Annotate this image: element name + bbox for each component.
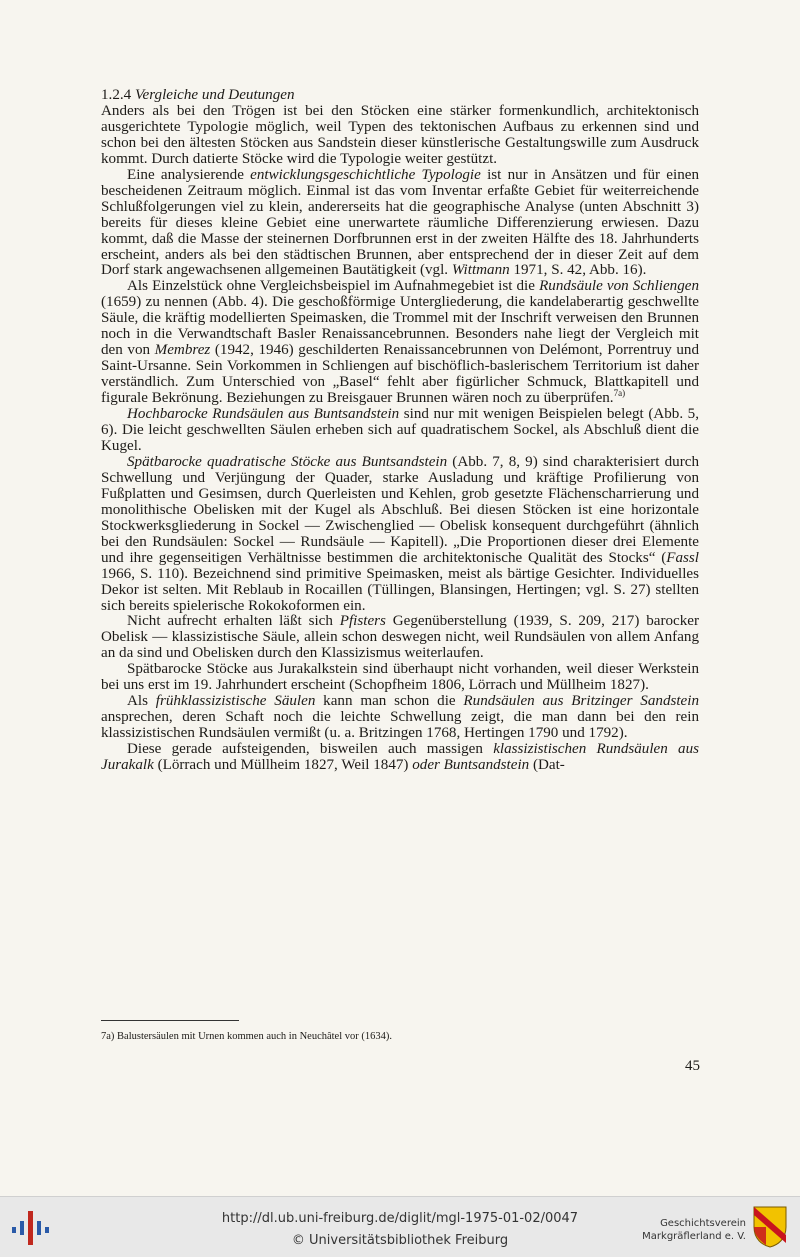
emphasis-text: Membrez [154, 342, 211, 359]
digital-library-logo-icon[interactable] [10, 1203, 54, 1251]
text-run: Als [127, 693, 156, 710]
text-run: 1971, S. 42, Abb. 16). [509, 262, 647, 279]
text-run: Nicht aufrecht erhalten läßt sich [127, 613, 340, 630]
paragraph [101, 455, 699, 615]
text-run: (1942, 1946) geschilderten Renaissancebrunnen von Delémont, Porrentruy und Saint-Ursanne. Sein Vorkommen in Schliengen auf bischöflich-baslerischem Territorium ist daher verständlich. Zum Unterschied von „Basel“ fehlt aber figürlicher Schmuck, Blattkapitell und figurale Bekrönung. Beziehungen zu Breisgauer Brunnen wären noch zu überprüfen. [101, 342, 699, 407]
footnote: 7a) Balustersäulen mit Urnen kommen auch in Neuchâtel vor (1634). [101, 1031, 392, 1042]
text-run: (Dat- [529, 757, 565, 774]
copyright-notice: © Universitätsbibliothek Freiburg [291, 1233, 509, 1248]
text-run: (Lörrach und Müllheim 1827, Weil 1847) [153, 757, 413, 774]
section-heading [101, 88, 699, 104]
text-run: ansprechen, deren Schaft noch die leichte Schwellung zeigt, die man dann bei den rein klassizistischen Rundsäulen vermißt (u. a. Britzingen 1768, Hertingen 1790 und 1792). [101, 709, 699, 742]
section-number: 1.2.4 [101, 87, 132, 103]
emphasis-text: Fassl [666, 549, 699, 566]
paragraph [101, 168, 699, 280]
text-run: ist nur in Ansätzen und für einen bescheidenen Zeitraum möglich. Einmal ist das vom Inventar erfaßte Gebiet für weiterreichende Schlußfolgerungen viel zu klein, andererseits hat die geographische Analyse (unten Abschnitt 3) bereits für dieses kleine Gebiet eine unerwartete räumliche Differenzierung erwiesen. Dazu kommt, daß die Masse der steinernen Dorfbrunnen erst in der zweiten Hälfte des 18. Jahrhunderts erscheint, anders als bei den städtischen Brunnen, aber entsprechend der in dieser Zeit auf dem Dorf stark angewachsenen allgemeinen Bautätigkeit (vgl. [101, 166, 699, 279]
paragraph [101, 104, 699, 168]
society-name-line1: Geschichtsverein [660, 1218, 746, 1229]
section-title: Vergleiche und Deutungen [134, 87, 295, 103]
coat-of-arms-icon [752, 1205, 788, 1249]
text-run: Eine analysierende [127, 166, 251, 183]
emphasis-text: klassizistischen Rundsäulen aus Jurakalk [101, 741, 699, 774]
text-run: Gegenüberstellung (1939, S. 209, 217) barocker Obelisk — klassizistische Säule, allein schon deswegen nicht, weil Rundsäulen von allem Anfang an da sind und Obelisken durch den Klassizismus weiterlaufen. [101, 613, 699, 662]
paragraph [101, 662, 699, 694]
text-run: Diese gerade aufsteigenden, bisweilen auch massigen [127, 741, 494, 758]
emphasis-text: frühklassizistische Säulen [155, 693, 316, 710]
main-text [101, 88, 699, 774]
emphasis-text: Wittmann [451, 262, 510, 279]
paragraph [101, 407, 699, 455]
emphasis-text: Rundsäulen aus Britzinger Sandstein [463, 693, 700, 710]
emphasis-text: entwicklungsgeschichtliche Typologie [250, 166, 481, 183]
emphasis-text: Pfisters [339, 613, 386, 630]
permalink-url[interactable]: http://dl.ub.uni-freiburg.de/diglit/mgl-1975-01-02/0047 [221, 1211, 579, 1226]
footnote-divider [101, 1020, 239, 1021]
paragraph [101, 742, 699, 774]
text-run: kann man schon die [315, 693, 464, 710]
paragraph [101, 614, 699, 662]
emphasis-text: oder Buntsandstein [412, 757, 530, 774]
emphasis-text: Hochbarocke Rundsäulen aus Buntsandstein [127, 406, 400, 423]
paragraph [101, 279, 699, 407]
text-run: Als Einzelstück ohne Vergleichsbeispiel im Aufnahmegebiet ist die [127, 278, 540, 295]
society-name-line2: Markgräflerland e. V. [642, 1231, 746, 1242]
emphasis-text: Rundsäule von Schliengen [539, 278, 700, 295]
emphasis-text: Spätbarocke quadratische Stöcke aus Buntsandstein [127, 453, 448, 470]
body-paragraphs [101, 104, 699, 774]
text-run: 1966, S. 110). Bezeichnend sind primitive Speimasken, meist als bärtige Gesichter. Individuelles Dekor ist selten. Mit Reblaub in Rocaillen (Tüllingen, Blansingen, Hertingen; vgl. S. 27) stellten sich bereits spielerische Rokokoformen ein. [101, 565, 699, 614]
text-run: Spätbarocke Stöcke aus Jurakalkstein sind überhaupt nicht vorhanden, weil dieser Werkstein bei uns erst im 19. Jahrhundert erscheint (Schopfheim 1806, Lörrach und Müllheim 1827). [101, 661, 699, 694]
text-run: (Abb. 7, 8, 9) sind charakterisiert durch Schwellung und Verjüngung der Quader, starke Ausladung und kräftige Profilierung von Fußplatten und Gesimsen, durch Querleisten und Kehlen, grob gesetzte Flächenscharrierung und monolithische Obelisken mit der Kugel als Abschluß. Bei diesen Stöcken ist eine horizontale Stockwerksgliederung in Sockel — Zwischenglied — Obelisk konsequent durchgeführt (ähnlich bei den Rundsäulen: Sockel — Rundsäule — Kapitell). „Die Proportionen dieser drei Elemente und ihre gegenseitigen Verhältnisse bestimmen die architektonische Qualität des Stocks“ ( [101, 453, 699, 566]
viewer-footer [0, 1196, 800, 1257]
paragraph [101, 694, 699, 742]
text-run: sind nur mit wenigen Beispielen belegt (Abb. 5, 6). Die leicht geschwellten Säulen erheben sich auf quadratischem Sockel, als Abschluß dient die Kugel. [101, 406, 699, 454]
society-name [616, 1217, 746, 1243]
page-number: 45 [685, 1058, 700, 1074]
text-run: (1659) zu nennen (Abb. 4). Die geschoßförmige Untergliederung, die kandelaberartig geschwellte Säule, die kräftig modellierten Speimasken, die Trommel mit der Inschrift verweisen den Brunnen noch in die Verwandtschaft Basler Renaissancebrunnen. Besonders nahe liegt der Vergleich mit den von [101, 294, 699, 359]
footnote-ref: 7a) [613, 388, 626, 399]
text-run: Anders als bei den Trögen ist bei den Stöcken eine stärker formenkundlich, architektonisch ausgerichtete Typologie möglich, weil Typen des tektonischen Aufbaus zu erkennen sind und schon bei den ältesten Stöcken aus Sandstein dieser künstlerische Gestaltungswille zum Ausdruck kommt. Durch datierte Stöcke wird die Typologie weiter gestützt. [101, 102, 699, 167]
